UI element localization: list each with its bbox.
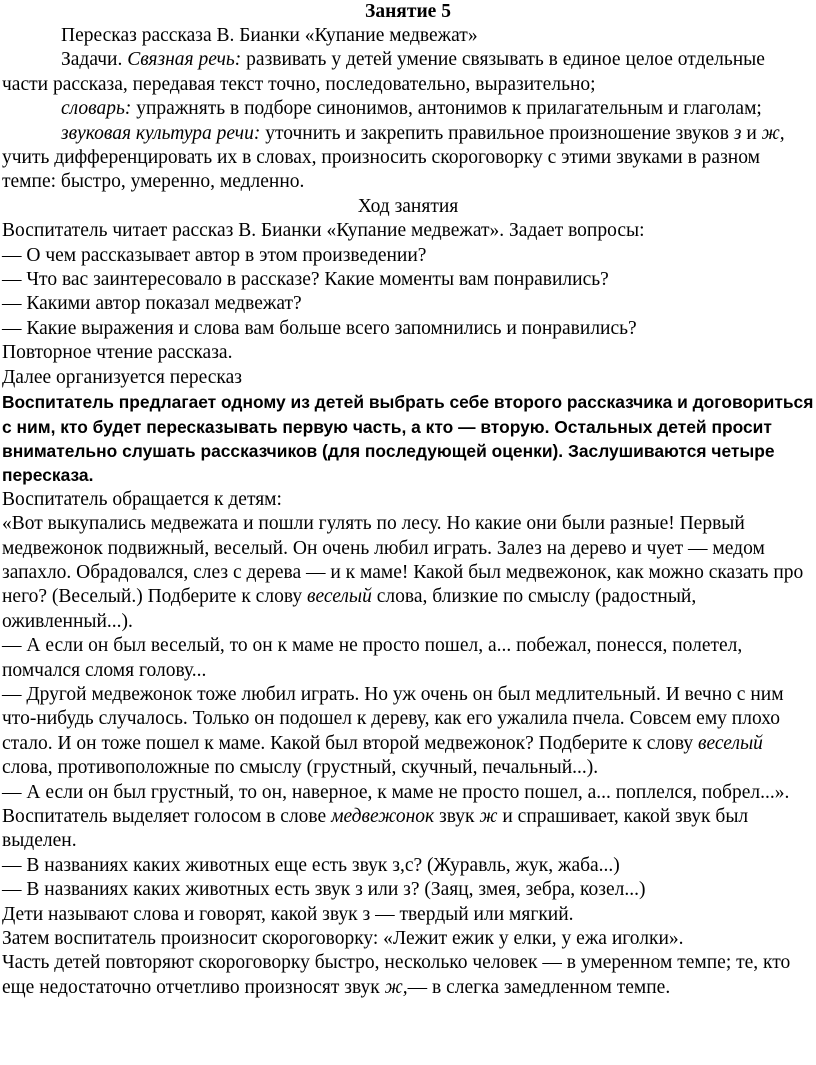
story-p3-end: слова, противоположные по смыслу (грустный, скучный, печальный...). [2, 757, 599, 779]
question-2: — Что вас заинтересовало в рассказе? Какие моменты вам понравились? [2, 269, 609, 291]
animal-question-1: — В названиях каких животных еще есть звук з,с? (Журавль, жук, жаба...) [2, 854, 620, 876]
question-1: — О чем рассказывает автор в этом произведении? [2, 244, 427, 266]
story-paragraph-4: — А если он был грустный, то он, наверное, к маме не просто пошел, а... поплелся, побрел...». [2, 781, 790, 803]
question-4: — Какие выражения и слова вам больше всего запомнились и понравились? [2, 317, 637, 339]
line-addresses-children: Воспитатель обращается к детям: [2, 488, 282, 510]
sound-text-1: уточнить и закрепить правильное произношение звуков [260, 122, 734, 144]
p5-text-a: Воспитатель выделяет голосом в слове [2, 806, 332, 827]
story-p1-text: «Вот выкупались медвежата и пошли гулять по лесу. Но какие они были разные! Первый медвежонок подвижный, веселый. Он очень любил играть. Залез на дерево и чует — медом запахло. Обрадовался, слез с дерева — и к маме! Какой был медвежонок, как можно сказать про него? (Веселый.) Подберите к слову [2, 513, 804, 608]
sound-text-2: учить дифференцировать их в словах, произносить скороговорку с этими звуками в разном темпе: быстро, умеренно, медленно. [2, 147, 760, 193]
story-paragraph-2: — А если он был веселый, то он к маме не просто пошел, а... побежал, понесся, полетел, помчался сломя голову... [2, 635, 743, 681]
question-3: — Какими автор показал медвежат? [2, 293, 302, 315]
line-tongue-twister: Затем воспитатель произносит скороговорку: «Лежит ежик у елки, у ежа иголки». [2, 928, 684, 950]
line-retelling: Далее организуется пересказ [2, 366, 242, 388]
story-p1-word: веселый [306, 586, 372, 608]
sound-highlight-paragraph [2, 805, 814, 854]
closing-paragraph [2, 951, 814, 1000]
story-p1-end: слова, близкие по смыслу (радостный, оживленный...). [2, 586, 697, 632]
retell-heading: Пересказ рассказа В. Бианки «Купание медвежат» [61, 25, 478, 46]
story-paragraph-1 [2, 512, 814, 634]
lesson-title: Занятие 5 [365, 1, 451, 22]
animal-question-2: — В названиях каких животных есть звук з или з? (Заяц, змея, зебра, козел...) [2, 879, 646, 901]
p5-text-c: и спрашивает, какой звук был выделен. [2, 806, 749, 852]
line-reread: Повторное чтение рассказа. [2, 342, 233, 364]
course-title: Ход занятия [357, 195, 459, 217]
sound-and: и [741, 122, 762, 144]
tasks-label: Задачи. [61, 49, 128, 71]
tasks-vocab [2, 97, 814, 121]
p10-text-b: — в слегка замедленном темпе. [407, 976, 671, 998]
tasks-sound [2, 122, 814, 195]
story-paragraph-3 [2, 683, 814, 781]
p5-sound: ж [479, 806, 498, 827]
sound-z: з [733, 122, 742, 144]
p10-text-a: Часть детей повторяют скороговорку быстро, несколько человек — в умеренном темпе; те, кто еще недостаточно отчетливо произносят звук [2, 952, 791, 998]
line-reads-story: Воспитатель читает рассказ В. Бианки «Купание медвежат». Задает вопросы: [2, 220, 645, 242]
story-p3-word: веселый [698, 732, 763, 754]
p5-text-b: звук [434, 806, 480, 827]
sound-zh: ж, [761, 122, 785, 144]
line-children-name-words: Дети называют слова и говорят, какой звук з — твердый или мягкий. [2, 903, 574, 925]
p5-word: медвежонок [331, 806, 435, 827]
story-p3-text: — Другой медвежонок тоже любил играть. Но уж очень он был медлительный. И вечно с ним что-нибудь случалось. Только он подошел к дереву, как его ужалила пчела. Совсем ему плохо стало. И он тоже пошел к маме. Какой был второй медвежонок? Подберите к слову [2, 683, 784, 754]
vocab-text: упражнять в подборе синонимов, антонимов к прилагательным и глаголам; [131, 98, 762, 120]
bold-instruction-block: Воспитатель предлагает одному из детей выбрать себе второго рассказчика и договориться с ним, кто будет пересказывать первую часть, а кто — вторую. Остальных детей просит внимательно слушать рассказчиков (для последующей оценки). Заслушиваются четыре пересказа. [2, 392, 814, 486]
p10-sound: ж, [384, 976, 408, 998]
speech-label: Связная речь: [127, 49, 242, 71]
speech-text: развивать у детей умение связывать в единое целое отдельные части рассказа, передавая текст точно, последовательно, выразительно; [2, 49, 765, 95]
sound-label: звуковая культура речи: [61, 122, 261, 144]
tasks-speech [2, 48, 814, 97]
vocab-label: словарь: [61, 98, 132, 120]
